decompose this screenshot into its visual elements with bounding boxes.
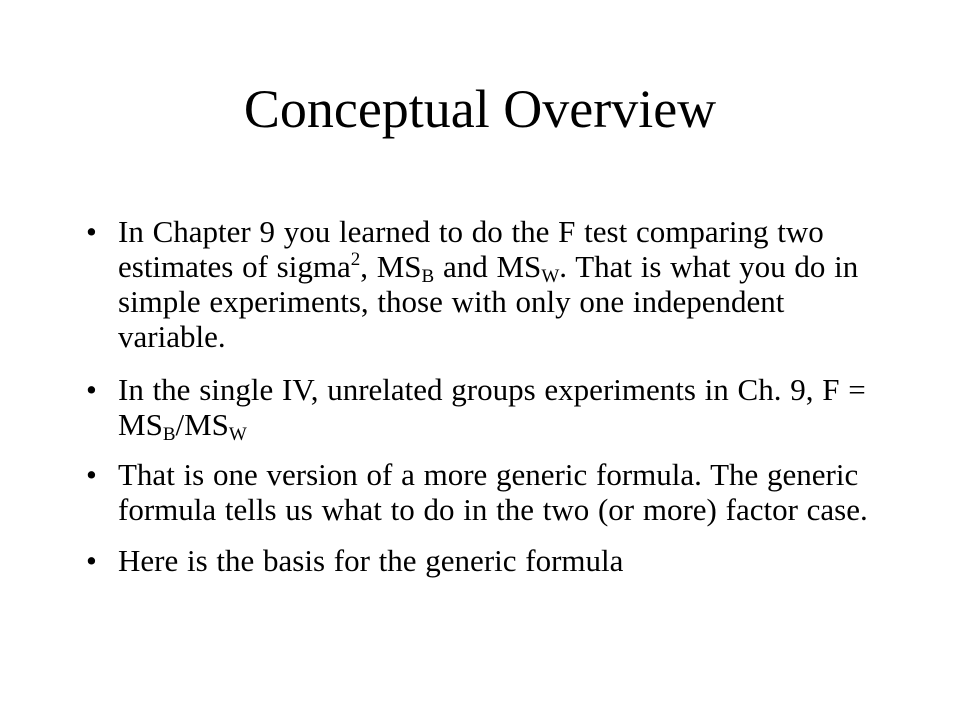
subscript: W: [228, 424, 247, 445]
bullet-item-single-iv: [80, 372, 880, 445]
superscript: 2: [350, 249, 361, 270]
bullet-list: [80, 214, 880, 578]
bullet-text: Here is the basis for the generic formula: [118, 543, 624, 578]
bullet-icon: •: [86, 372, 97, 407]
bullet-icon: •: [86, 457, 97, 492]
bullet-text: In Chapter 9 you learned to do the F test comparing two estimates of sigma$^2$, $MS_B$ and $MS_W$. That is what you do in simple experiments, those with only one independent variable.: [118, 214, 859, 354]
bullet-item-generic-formula: [80, 457, 880, 527]
bullet-item-f-test: [80, 214, 880, 354]
bullet-icon: •: [86, 214, 97, 249]
bullet-text: That is one version of a more generic formula. The generic formula tells us what to do in the two (or more) factor case.: [118, 457, 868, 527]
subscript: W: [541, 266, 560, 287]
subscript: B: [421, 266, 435, 287]
bullet-text: In the single IV, unrelated groups experiments in Ch. 9, $F = MS_B/MS_W$: [118, 372, 866, 445]
bullet-icon: •: [86, 543, 97, 578]
slide-title: Conceptual Overview: [243, 79, 717, 139]
subscript: B: [162, 424, 176, 445]
bullet-item-basis: [80, 543, 880, 578]
